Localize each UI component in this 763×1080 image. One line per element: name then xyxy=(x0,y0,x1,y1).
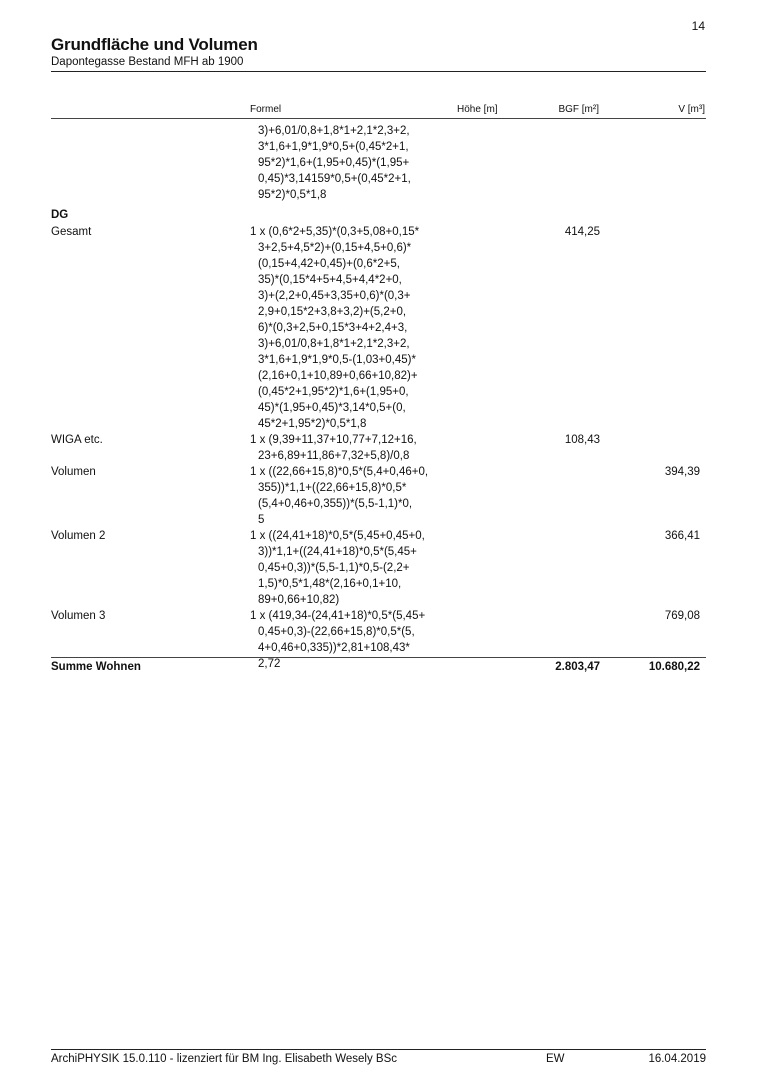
formula-line: 3)+(2,2+0,45+3,35+0,6)*(0,3+ xyxy=(258,290,411,302)
top-rule xyxy=(51,71,706,72)
formula-line: 355))*1,1+((22,66+15,8)*0,5* xyxy=(258,482,407,494)
summary-row xyxy=(51,659,706,675)
formula-line: 35)*(0,15*4+5+4,5+4,4*2+0, xyxy=(258,274,402,286)
calculation-table xyxy=(51,123,706,672)
row-volume-value: 366,41 xyxy=(664,530,700,542)
table-row-wiga xyxy=(51,432,706,464)
formula-line: 3))*1,1+((24,41+18)*0,5*(5,45+ xyxy=(258,546,417,558)
formula-line: 1 x (0,6*2+5,35)*(0,3+5,08+0,15* xyxy=(250,226,420,238)
formula-line: 3)+6,01/0,8+1,8*1+2,1*2,3+2, xyxy=(258,125,410,137)
summary-rule xyxy=(51,657,706,658)
formula-line: 0,45+0,3)-(22,66+15,8)*0,5*(5, xyxy=(258,626,415,638)
formula-line: (0,15+4,42+0,45)+(0,6*2+5, xyxy=(258,258,400,270)
formula xyxy=(250,224,706,432)
formula-line: 3+2,5+4,5*2)+(0,15+4,5+0,6)* xyxy=(258,242,412,254)
formula xyxy=(250,528,706,608)
page-subtitle: Dapontegasse Bestand MFH ab 1900 xyxy=(51,56,244,68)
formula-line: 95*2)*1,6+(1,95+0,45)*(1,95+ xyxy=(258,157,410,169)
column-header-formel: Formel xyxy=(250,104,282,115)
row-volume-value: 394,39 xyxy=(664,466,700,478)
summary-bgf-value: 2.803,47 xyxy=(555,661,600,673)
column-header-volumen: V [m³] xyxy=(678,104,705,115)
formula-line: 1 x ((24,41+18)*0,5*(5,45+0,45+0, xyxy=(250,530,425,542)
formula-line: 0,45+0,3))*(5,5-1,1)*0,5-(2,2+ xyxy=(258,562,410,574)
summary-label: Summe Wohnen xyxy=(51,661,141,673)
formula-line: 95*2)*0,5*1,8 xyxy=(258,189,327,201)
footer-initials: EW xyxy=(546,1053,565,1065)
column-header-bgf: BGF [m²] xyxy=(558,104,599,115)
formula-line: 23+6,89+11,86+7,32+5,8)/0,8 xyxy=(258,450,410,462)
formula-line: 45)*(1,95+0,45)*3,14*0,5+(0, xyxy=(258,402,406,414)
summary-volume-value: 10.680,22 xyxy=(648,661,700,673)
row-bgf-value: 108,43 xyxy=(564,434,600,446)
formula-line: (0,45*2+1,95*2)*1,6+(1,95+0, xyxy=(258,386,409,398)
formula-line: 1 x (9,39+11,37+10,77+7,12+16, xyxy=(250,434,417,446)
row-label: Volumen 3 xyxy=(51,610,106,622)
formula-line: 1 x (419,34-(24,41+18)*0,5*(5,45+ xyxy=(250,610,426,622)
row-label: Volumen 2 xyxy=(51,530,106,542)
header-rule xyxy=(51,118,706,119)
page-title: Grundfläche und Volumen xyxy=(51,35,258,54)
column-header-hoehe: Höhe [m] xyxy=(457,104,498,115)
table-row-continued xyxy=(51,123,706,203)
formula-line: 3)+6,01/0,8+1,8*1+2,1*2,3+2, xyxy=(258,338,410,350)
formula-line: 0,45)*3,14159*0,5+(0,45*2+1, xyxy=(258,173,411,185)
formula-line: 3*1,6+1,9*1,9*0,5-(1,03+0,45)* xyxy=(258,354,416,366)
page-number: 14 xyxy=(691,19,705,33)
formula-line: 2,9+0,15*2+3,8+3,2)+(5,2+0, xyxy=(258,306,407,318)
row-label: Volumen xyxy=(51,466,96,478)
row-label: Gesamt xyxy=(51,226,92,238)
formula-line: 89+0,66+10,82) xyxy=(258,594,340,606)
row-volume-value: 769,08 xyxy=(664,610,700,622)
formula-line: 1,5)*0,5*1,48*(2,16+0,1+10, xyxy=(258,578,402,590)
formula-line: 3*1,6+1,9*1,9*0,5+(0,45*2+1, xyxy=(258,141,409,153)
table-row-volumen xyxy=(51,464,706,528)
formula-line: 45*2+1,95*2)*0,5*1,8 xyxy=(258,418,367,430)
footer-rule xyxy=(51,1049,706,1050)
formula-line: 5 xyxy=(258,514,265,526)
table-row-volumen-2 xyxy=(51,528,706,608)
formula xyxy=(250,432,706,464)
formula-line: 1 x ((22,66+15,8)*0,5*(5,4+0,46+0, xyxy=(250,466,429,478)
table-row-gesamt xyxy=(51,224,706,432)
formula xyxy=(250,123,706,203)
formula-line: (5,4+0,46+0,355))*(5,5-1,1)*0, xyxy=(258,498,413,510)
footer-license: ArchiPHYSIK 15.0.110 - lizenziert für BM Ing. Elisabeth Wesely BSc xyxy=(51,1053,397,1065)
footer-date: 16.04.2019 xyxy=(648,1053,706,1065)
row-label: WIGA etc. xyxy=(51,434,103,446)
row-bgf-value: 414,25 xyxy=(564,226,600,238)
section-heading-dg: DG xyxy=(51,209,69,221)
formula-line: (2,16+0,1+10,89+0,66+10,82)+ xyxy=(258,370,418,382)
formula xyxy=(250,464,706,528)
formula-line: 6)*(0,3+2,5+0,15*3+4+2,4+3, xyxy=(258,322,408,334)
formula-line: 2,72 xyxy=(258,658,281,670)
formula-line: 4+0,46+0,335))*2,81+108,43* xyxy=(258,642,410,654)
